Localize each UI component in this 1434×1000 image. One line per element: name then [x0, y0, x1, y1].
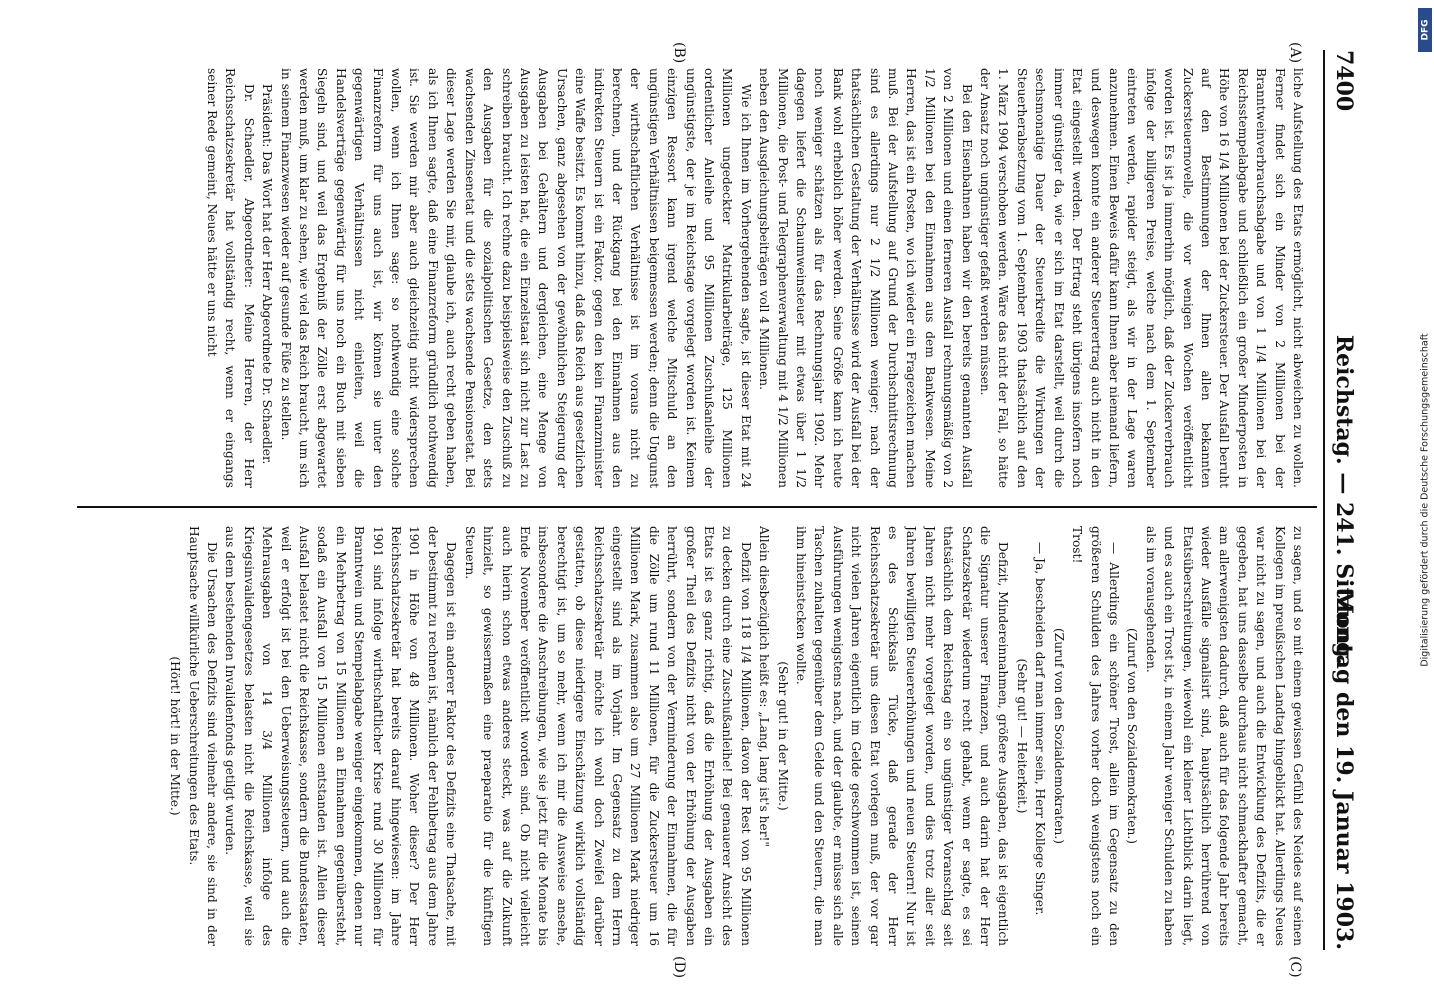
- paragraph: Defizit von 118 1/4 Millionen, davon der Rest von 95 Millionen zu decken durch eine Zuschußanleihe! Bei genauerer Ansicht des Etats ist es ganz richtig, daß die Erhöhung der Ausgaben ein großer Theil des Defizits nicht von der Erhöhung der Ausgaben herrührt, sondern von der Verminderung der Einnahmen, die für die Zölle um rund 11 Millionen, für die Zuckersteuer um 16 Millionen Mark, zusammen also um 27 Millionen Mark niedriger eingestellt sind als im Vorjahr. Im Gegensatz zu dem Herrn Reichsschatzsekretär möchte ich wohl doch Zweifel darüber gestatten, ob diese niedrigere Einschätzung wirklich vollständig berechtigt ist, um so mehr, wenn ich mir die Ausweise ansehe, insbesondere die Anschreibungen, wie sie jetzt für die Monate bis Ende November veröffentlicht worden sind. Ob nicht vielleicht auch hierin schon etwas anderes steckt, was auf die Zukunft hinzielt, so gewissermaßen eine praeparatio für die künftigen Steuern.: [462, 526, 753, 946]
- document-page: [47, 20, 1387, 980]
- page-number: 7400: [1331, 50, 1357, 112]
- credit-text: Digitalisierung gefördert durch die Deutsche Forschungsgemeinschaft: [1419, 333, 1431, 667]
- speaker-line: Präsident: Das Wort hat der Herr Abgeordnete Dr. Schaedler.: [260, 84, 275, 465]
- column-divider: [77, 506, 1317, 508]
- paragraph: liche Aufstellung des Etats ermöglicht, nicht abweichen zu wollen. Ferner findet sich ein Minder von 2 Millionen bei der Branntweinverbrauchsabgabe und von 1 1/4 Millionen bei der Reichsstempelabgabe und schließlich ein großer Minderposten in Höhe von 16 1/4 Millionen bei der Zuckersteuer. Der Ausfall beruht auf den Bestimmungen der Ihnen allen bekannten Zuckersteuernovelle, die vor wenigen Wochen veröffentlicht worden ist. Es ist ja immerhin möglich, daß der Zuckerverbrauch infolge der billigeren Preise, welche nach dem 1. September eintreten werden, rapider steigt, als wir in der Lage waren anzunehmen. Einen Beweis dafür kann Ihnen aber niemand liefern, und deswegen konnte ein anderer Steuerertrag auch nicht in den Etat eingestellt werden. Der Ertrag steht übrigens insofern noch immer günstiger da, wie er sich im Etat darstellt, weil durch die sechsmonatige Dauer der Steuerkredite die Wirkungen der Steuerherabsetzung vom 1. September 1903 thatsächlich auf den 1. März 1904 verschoben werden. Wäre das nicht der Fall, so hätte der Ansatz noch ungünstiger gefaßt werden müssen.: [978, 68, 1305, 488]
- session-date: Montag den 19. Januar 1903.: [1331, 589, 1357, 950]
- interjection: (Sehr gut! in der Mitte.): [775, 661, 790, 811]
- paragraph: Bei den Eisenbahnen haben wir den bereits genannten Ausfall von 2 Millionen und einen ferneren Ausfall rechnungsmäßig von 2 1/2 Millionen bei den Einnahmen aus dem Bankwesen. Meine Herren, das ist ein Posten, wo ich wieder ein Fragezeichen machen muß. Bei der Aufstellung auf Grund der Durchschnittsrechnung sind es allerdings nur 2 1/2 Millionen weniger; nach der thatsächlichen Gestaltung der Verhältnisse wird der Ausfall bei der Bank wohl erheblich höher werden. Seine Größe kann ich heute noch weniger schätzen als für das Rechnungsjahr 1902. Mehr dagegen liefert die Schaumweinsteuer mit etwas über 1 1/2 Millionen, die Post- und Telegraphenverwaltung mit 4 1/2 Millionen neben den Ausgleichungsbeiträgen voll 4 Millionen.: [757, 68, 974, 488]
- session-title: Reichstag. — 241. Sitzung.: [1331, 334, 1357, 666]
- paragraph: — Ja, bescheiden darf man immer sein, Herr Kollege Singer.: [1033, 542, 1048, 916]
- dfg-logo-text: DFG: [1420, 19, 1431, 41]
- interjection: (Zuruf von den Sozialdemokraten.): [1125, 628, 1140, 844]
- interjection: (Zuruf von den Sozialdemokraten.): [1051, 628, 1066, 844]
- right-column: [87, 526, 1307, 946]
- paragraph: Dagegen ist ein anderer Faktor des Defizits eine Thatsache, mit der bestimmt zu rechnen ist, nämlich der Fehlbetrag aus dem Jahre 1901 in Höhe von 48 Millionen. Woher dieser? Der Herr Reichsschatzsekretär hat bereits darauf hingewiesen: im Jahre 1901 sind infolge wirthschaftlicher Krise rund 30 Millionen für Branntwein und Stempelabgabe weniger eingekommen, denen nur ein Mehrbetrag von 15 Millionen an Einnahmen gegenübersteht, sodaß ein Ausfall von 15 Millionen entstanden ist. Allein dieser Ausfall belastet nicht die Reichskasse, sondern die Bundesstaaten, weil er erfolgt ist bei den Ueberweisungssteuern, und auch die Mehrausgaben von 14 3/4 Millionen infolge des Kriegsinvalidengesetzes belasten nicht die Reichskasse, weil sie aus dem bestehenden Invalidenfonds getilgt wurden.: [223, 526, 459, 946]
- margin-marker-d: (D): [671, 956, 687, 979]
- paragraph: Wie ich Ihnen im Vorhergehenden sagte, ist dieser Etat mit 24 Millionen ungedeckter Matrikularbeiträge, 125 Millionen ordentlicher Anleihe und 95 Millionen Zuschußanleihe der ungünstigste, der je im Reichstage vorgelegt worden ist. Keinem einzigen Ressort kann irgend welche Mitschuld an den ungünstigen Verhältnissen beigemessen werden; denn die Ungunst der wirthschaftlichen Verhältnisse ist im voraus nicht zu berechnen, und der Rückgang bei den Einnahmen aus den indirekten Steuern ist ein Faktor, gegen den kein Finanzminister eine Waffe besitzt. Es kommt hinzu, daß das Reich aus gesetzlichen Ursachen, ganz abgesehen von der gewöhnlichen Steigerung der Ausgaben bei Gehältern und dergleichen, eine Menge von Ausgaben zu leisten hat, die ein Einzelstaat sich nicht zur Last zu schreiben braucht. Ich rechne dazu beispielsweise den Zuschuß zu den Ausgaben für die sozialpolitischen Gesetze, den stets wachsenden Zinsenetat und die stets wachsende Pensionsetat. Bei dieser Lage werden Sie mir, glaube ich, auch recht geben haben, als ich Ihnen sagte, daß eine Finanzreform gründlich nothwendig ist. Sie werden mir aber auch gleichzeitig nicht widersprechen wollen, wenn ich Ihnen sage: so nothwendig eine solche Finanzreform für uns auch ist, wir können sie unter den gegenwärtigen Verhältnissen nicht einleiten, weil die Handelsverträge gegenwärtig für uns noch ein Buch mit sieben Siegeln sind, und weil das Ergebniß der Zölle erst abgewartet werden muß, um klar zu sehen, wie viel das Reich braucht, um sich in seinem Finanzwesen wieder auf gesunde Füße zu stellen.: [278, 68, 753, 488]
- left-column: [87, 68, 1307, 488]
- page-header: [1323, 50, 1359, 950]
- interjection: (Sehr gut! — Heiterkeit.): [1014, 658, 1029, 814]
- speaker-line: Dr. Schaedler, Abgeordneter: Meine Herren, der Herr Reichsschatzsekretär hat vollständig recht, wenn er eingangs seiner Rede gemeint, Neues hätte er uns nicht: [205, 68, 256, 488]
- paragraph: Allein diesbezüglich heißt es: „Lang, lang ist's her!": [757, 526, 772, 848]
- digitisation-credit: [1418, 8, 1432, 992]
- paragraph: — Allerdings ein schöner Trost, allein im Gegensatz zu den größeren Schulden des Jahres vorher doch wenigstens noch ein Trost!: [1070, 526, 1121, 946]
- margin-marker-c: (C): [1287, 956, 1303, 978]
- paragraph: zu sagen, und so mit einem gewissen Gefühl des Neides auf seinen Kollegen im preußischen Landtag hingeblickt hat. Allerdings Neues war nicht zu sagen, und auch die Entwicklung des Defizits, die er gegeben, hat uns dasselbe durchaus nicht schmackhafter gemacht, am allerwenigsten dadurch, daß auch für das folgende Jahr bereits wieder Ausfälle signalisirt sind, hauptsächlich herrührend von Etatsüberschreitungen, wiewohl ein kleiner Lichtblick darin liegt, und es auch ein Trost ist, in einem Jahr weniger Schulden zu haben als im vorausgehenden.: [1143, 526, 1305, 946]
- paragraph: Defizit, Mindereinnahmen, größere Ausgaben, das ist eigentlich die Signatur unserer Finanzen, und auch darin hat der Herr Schatzsekretär wiederum recht gehabt, wenn er sagte, es sei thatsächlich dem Reichstag ein so ungünstiger Voranschlag seit Jahren nicht mehr vorgelegt worden, und dies trotz aller seit Jahren bewilligten Steuererhöhungen und neuen Steuern! Nur ist es des Schicksals Tücke, daß gerade der Herr Reichsschatzsekretär uns diesen Etat vorlegen muß, der vor gar nicht vielen Jahren eigentlich im Gelde geschwommen ist, seinen Ausführungen wenigstens nach, und der glaubte, er müsse sich alle Taschen zuhalten gegenüber dem Gelde und den Steuern, die man ihm hineinstecken wollte.: [794, 526, 1011, 946]
- margin-marker-b: (B): [671, 42, 687, 64]
- dfg-logo: [1418, 8, 1432, 52]
- interjection: (Hört! hört! in der Mitte.): [168, 656, 183, 816]
- margin-marker-a: (A): [1287, 42, 1303, 64]
- paragraph: Die Ursachen des Defizits sind vielmehr andere, sie sind in der Hauptsache willkürliche Ueberschreitungen des Etats.: [186, 526, 220, 946]
